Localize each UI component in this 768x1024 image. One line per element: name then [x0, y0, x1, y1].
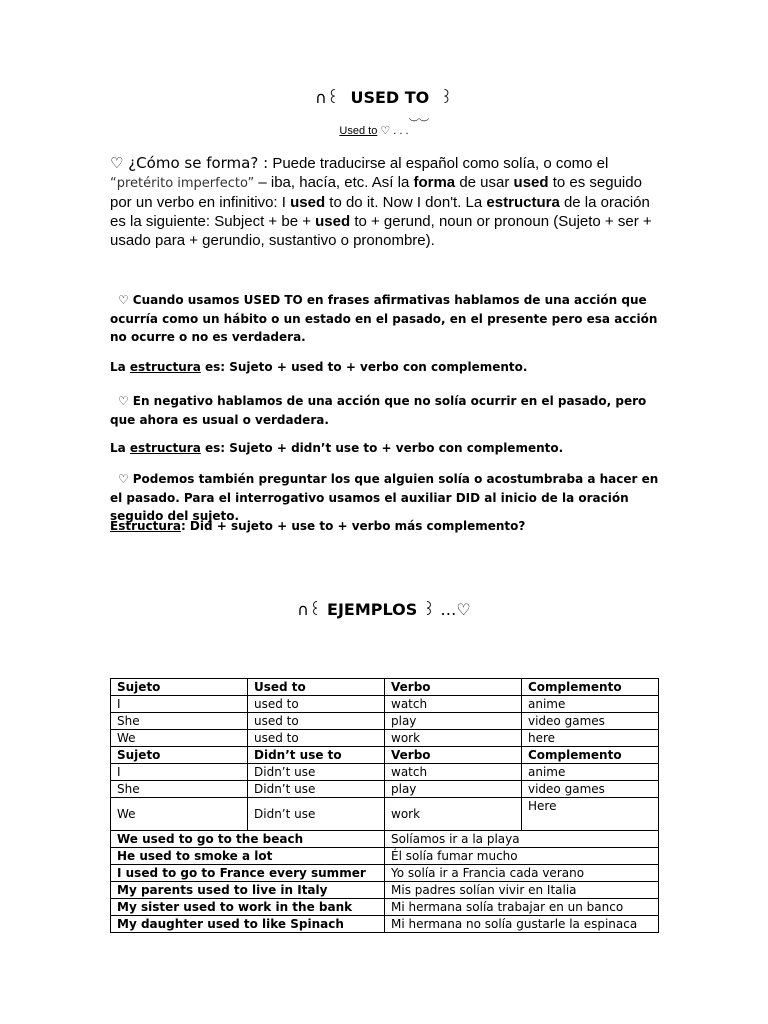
intro-text: to do it. Now I don't. La: [325, 194, 487, 211]
table-row: [111, 916, 659, 933]
subtitle-tail: ♡ . . .: [380, 125, 409, 137]
intro-bold: used: [315, 213, 351, 230]
table-cell: Verbo: [385, 747, 522, 764]
table-row: [111, 865, 659, 882]
table-row: [111, 781, 659, 798]
table-row: [111, 764, 659, 781]
table-cell: Didn’t use: [248, 798, 385, 831]
table-cell: She: [111, 781, 248, 798]
intro-paragraph: [110, 154, 666, 250]
examples-prefix: ∩꒰: [297, 600, 322, 619]
page-title: [0, 86, 768, 107]
table-cell: Sujeto: [111, 747, 248, 764]
table-cell: watch: [385, 696, 522, 713]
intro-bold: used: [513, 174, 549, 191]
table-row: [111, 747, 659, 764]
intro-text: de usar: [455, 174, 514, 191]
negative-structure: [110, 439, 662, 458]
table-cell: play: [385, 713, 522, 730]
table-row: [111, 831, 659, 848]
intro-text: – iba, hacía, etc. Así la: [254, 174, 414, 191]
table-cell: anime: [522, 696, 659, 713]
structure-underlined: estructura: [129, 441, 201, 455]
structure-text: : Did + sujeto + use to + verbo más complemento?: [180, 519, 526, 533]
examples-text: EJEMPLOS: [327, 600, 418, 619]
table-cell: He used to smoke a lot: [111, 848, 385, 865]
table-cell: Mi hermana solía trabajar en un banco: [385, 899, 659, 916]
table-cell: Complemento: [522, 679, 659, 696]
subtitle: [0, 118, 768, 138]
table-row: [111, 798, 659, 831]
table-cell: used to: [248, 730, 385, 747]
table-cell: watch: [385, 764, 522, 781]
table-cell: We: [111, 730, 248, 747]
table-cell: Solíamos ir a la playa: [385, 831, 659, 848]
table-cell: work: [385, 798, 522, 831]
intro-bold: estructura: [486, 194, 560, 211]
structure-prefix: La: [110, 360, 130, 374]
title-text: USED TO: [350, 88, 430, 107]
table-cell: My sister used to work in the bank: [111, 899, 385, 916]
structure-text: es: Sujeto + didn’t use to + verbo con complemento.: [200, 441, 564, 455]
paragraph-text: Podemos también preguntar los que alguien solía o acostumbraba a hacer en el pasado. Para el interrogativo usamos el auxiliar DID al inicio de la oración seguido del sujeto.: [110, 472, 659, 523]
table-row: [111, 696, 659, 713]
table-cell: Didn’t use to: [248, 747, 385, 764]
table-cell: I: [111, 696, 248, 713]
intro-text: Puede traducirse al español como solía, o como el: [268, 155, 609, 172]
structure-underlined: estructura: [129, 360, 201, 374]
table-row: [111, 679, 659, 696]
intro-bold: used: [290, 194, 326, 211]
table-cell: Complemento: [522, 747, 659, 764]
table-cell: My parents used to live in Italy: [111, 882, 385, 899]
structure-underlined: Estructura: [110, 519, 181, 533]
table-cell: Here: [522, 798, 659, 831]
structure-prefix: La: [110, 441, 130, 455]
table-cell: used to: [248, 696, 385, 713]
table-cell: She: [111, 713, 248, 730]
table-cell: Didn’t use: [248, 764, 385, 781]
intro-question: ♡ ¿Cómo se forma? :: [110, 154, 269, 172]
heart-icon: ♡: [118, 394, 129, 408]
table-cell: work: [385, 730, 522, 747]
table-cell: I used to go to France every summer: [111, 865, 385, 882]
table-row: [111, 899, 659, 916]
heart-icon: ♡: [118, 293, 129, 307]
table-cell: Sujeto: [111, 679, 248, 696]
paragraph-text: En negativo hablamos de una acción que no solía ocurrir en el pasado, pero que ahora es usual o verdadera.: [110, 394, 647, 427]
title-prefix: ∩꒰: [315, 88, 340, 107]
table-cell: video games: [522, 781, 659, 798]
affirmative-structure: [110, 358, 662, 377]
table-cell: Used to: [248, 679, 385, 696]
table-cell: here: [522, 730, 659, 747]
affirmative-paragraph: [110, 291, 662, 347]
table-cell: Él solía fumar mucho: [385, 848, 659, 865]
table-cell: Didn’t use: [248, 781, 385, 798]
table-cell: We used to go to the beach: [111, 831, 385, 848]
structure-text: es: Sujeto + used to + verbo con complemento.: [200, 360, 528, 374]
intro-text: to + gerund, noun or pronoun (Sujeto + ser + usado para + gerundio, sustantivo o pronombre).: [110, 213, 652, 249]
intro-text: de la oración es la siguiente: Subject + be +: [110, 194, 650, 230]
negative-paragraph: [110, 392, 662, 429]
table-cell: video games: [522, 713, 659, 730]
table-row: [111, 713, 659, 730]
examples-suffix: ꒱ …♡: [422, 600, 471, 619]
table-cell: Verbo: [385, 679, 522, 696]
subtitle-link[interactable]: Used to: [339, 125, 378, 137]
paragraph-text: Cuando usamos USED TO en frases afirmativas hablamos de una acción que ocurría como un hábito o un estado en el pasado, en el presente pero esa acción no ocurre o no es verdadera.: [110, 293, 658, 344]
intro-text: to es seguido por un verbo en infinitivo: I: [110, 174, 642, 211]
table-cell: used to: [248, 713, 385, 730]
table-cell: play: [385, 781, 522, 798]
table-cell: anime: [522, 764, 659, 781]
title-suffix: ꒱: [440, 88, 453, 107]
table-cell: Mis padres solían vivir en Italia: [385, 882, 659, 899]
table-row: [111, 730, 659, 747]
table-row: [111, 848, 659, 865]
examples-title: [0, 598, 768, 619]
smile-decoration: ︶︶: [408, 118, 429, 130]
intro-quote: “pretérito imperfecto”: [110, 176, 255, 191]
table-cell: Yo solía ir a Francia cada verano: [385, 865, 659, 882]
examples-table: [110, 678, 659, 933]
table-cell: I: [111, 764, 248, 781]
table-row: [111, 882, 659, 899]
table-cell: Mi hermana no solía gustarle la espinaca: [385, 916, 659, 933]
table-cell: My daughter used to like Spinach: [111, 916, 385, 933]
intro-bold: forma: [413, 174, 456, 191]
interrogative-structure: [110, 517, 662, 536]
table-cell: We: [111, 798, 248, 831]
heart-icon: ♡: [118, 472, 129, 486]
